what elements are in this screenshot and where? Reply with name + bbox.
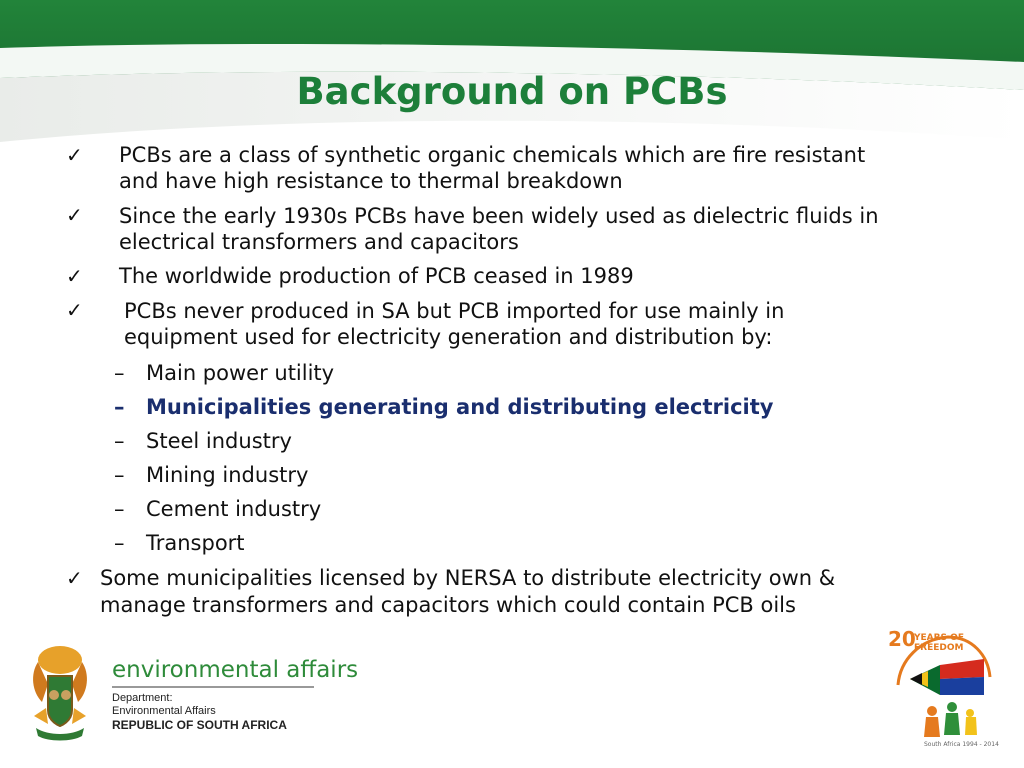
bullet-line: Since the early 1930s PCBs have been widely used as dielectric fluids in <box>119 204 879 228</box>
twenty-years-logo <box>880 625 1000 755</box>
dept-divider <box>112 686 314 688</box>
sub-item-label: Municipalities generating and distributing electricity <box>146 395 774 419</box>
dash-icon: – <box>114 395 125 419</box>
dash-icon: – <box>114 497 125 521</box>
check-icon: ✓ <box>66 298 83 322</box>
check-icon: ✓ <box>66 566 83 590</box>
bullet-line: manage transformers and capacitors which could contain PCB oils <box>100 593 796 617</box>
dept-name: environmental affairs <box>112 657 359 683</box>
sub-item-label: Steel industry <box>146 429 292 453</box>
sub-item-label: Cement industry <box>146 497 322 521</box>
bullet-line: PCBs are a class of synthetic organic chemicals which are fire resistant <box>119 143 866 167</box>
coat-of-arms-logo <box>24 640 96 744</box>
bullet-line: and have high resistance to thermal breakdown <box>119 169 623 193</box>
dash-icon: – <box>114 361 125 385</box>
sub-item-label: Transport <box>146 531 245 555</box>
dash-icon: – <box>114 531 125 555</box>
dept-line: REPUBLIC OF SOUTH AFRICA <box>112 718 287 732</box>
badge-text: YEARS OF FREEDOM <box>914 633 964 653</box>
dash-icon: – <box>114 463 125 487</box>
check-icon: ✓ <box>66 264 83 288</box>
sub-item-label: Mining industry <box>146 463 309 487</box>
bullet-line: The worldwide production of PCB ceased in 1989 <box>119 264 634 288</box>
bullet-line: equipment used for electricity generation and distribution by: <box>124 325 773 349</box>
check-icon: ✓ <box>66 203 83 227</box>
bullet-line: PCBs never produced in SA but PCB imported for use mainly in <box>124 299 785 323</box>
check-icon: ✓ <box>66 143 83 167</box>
dept-line: Environmental Affairs <box>112 705 216 717</box>
bullet-line: Some municipalities licensed by NERSA to distribute electricity own & <box>100 566 836 590</box>
dash-icon: – <box>114 429 125 453</box>
badge-small-text: South Africa 1994 - 2014 <box>924 741 999 748</box>
bullet-line: electrical transformers and capacitors <box>119 230 519 254</box>
slide-title: Background on PCBs <box>296 70 728 113</box>
dept-line: Department: <box>112 692 173 704</box>
badge-number: 20 <box>888 627 916 651</box>
sub-item-label: Main power utility <box>146 361 335 385</box>
